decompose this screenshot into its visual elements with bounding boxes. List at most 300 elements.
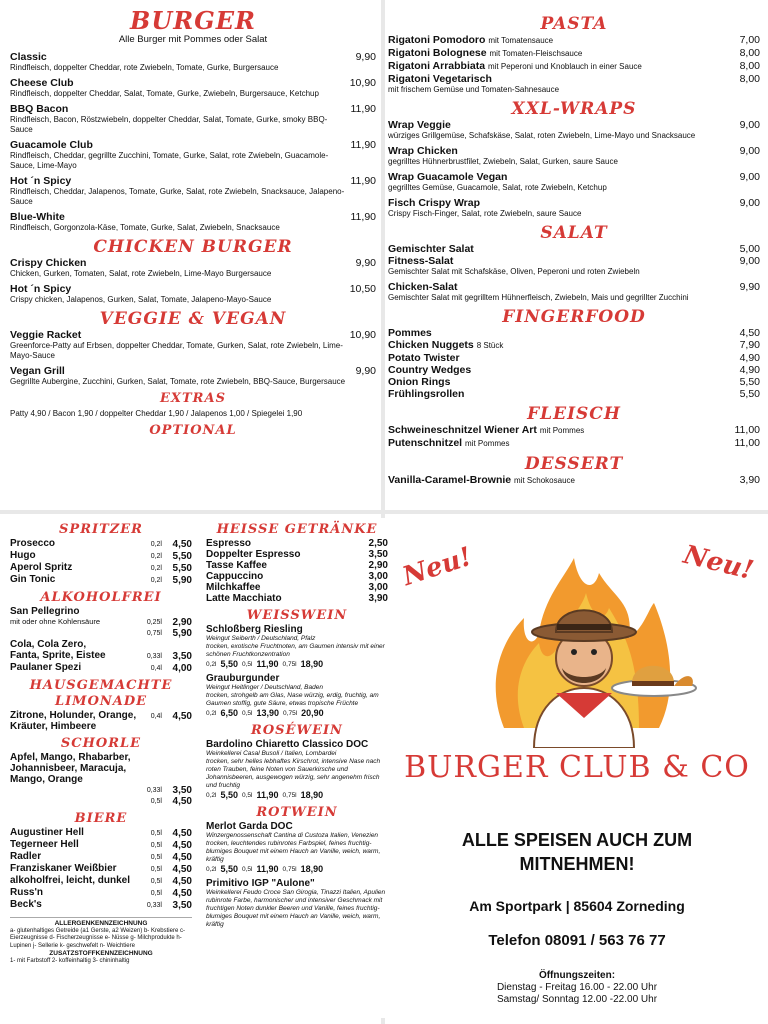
rotwein-heading: ROTWEIN	[256, 805, 338, 820]
item-detail: 8 Stück	[476, 341, 504, 350]
wine-description: trocken, leuchtendes rubinrotes Farbspiel, feines fruchtig-blumiges Bouquet mit einem Hauch an Vanille, weich, warm, kräftig	[206, 840, 381, 863]
item-price: 10,90	[349, 329, 376, 341]
item-description: Rindfleisch, Bacon, Röstzwiebeln, doppelter Cheddar, Salat, Tomate, Gurke, smoky BBQ-Sauce	[10, 115, 328, 134]
menu-item	[10, 211, 376, 223]
item-name-text: Chicken Nuggets	[388, 339, 474, 351]
drinks-menu	[10, 518, 388, 1018]
item-name	[388, 388, 464, 400]
wine-price: 18,90	[300, 864, 324, 874]
item-description: Rindfleisch, doppelter Cheddar, rote Zwiebeln, Tomate, Gurke, Burgersauce	[10, 63, 279, 72]
menu-item	[388, 474, 760, 487]
wine-size: 0,75l	[283, 710, 298, 717]
drink-size: 0,5l	[150, 890, 162, 897]
food-menu-right	[388, 8, 760, 506]
drink-name: Doppelter Espresso	[206, 549, 301, 560]
drink-price-group	[151, 840, 192, 851]
drink-price-group	[362, 538, 388, 549]
item-description: Gegrillte Aubergine, Zucchini, Gurken, Salat, Tomate, rote Zwiebeln, BBQ-Sauce, Burgersauce	[10, 377, 346, 386]
wine-price: 5,50	[220, 864, 239, 874]
item-price: 5,50	[739, 388, 760, 400]
salat-list	[388, 243, 760, 303]
drink-price: 4,50	[172, 864, 192, 875]
drink-size: 0,5l	[150, 830, 162, 837]
item-name-text: Potato Twister	[388, 352, 460, 364]
item-name-text: Cheese Club	[10, 77, 74, 89]
additives-title: ZUSATZSTOFFKENNZEICHNUNG	[49, 950, 153, 957]
wine-origin: Weingut Heitlinger / Deutschland, Baden	[206, 684, 323, 691]
item-name-text: Frühlingsrollen	[388, 388, 465, 400]
menu-item	[388, 145, 760, 157]
drink-size: 0,2l	[150, 577, 162, 584]
item-price: 10,50	[349, 283, 376, 295]
allergen-title: ALLERGENKENNZEICHNUNG	[54, 920, 148, 927]
drink-price-group	[151, 563, 192, 574]
schorle-name: Apfel, Mango, Rhabarber, Johannisbeer, Maracuja, Mango, Orange	[10, 752, 131, 785]
item-price: 9,00	[739, 197, 760, 209]
extras-text: Patty 4,90 / Bacon 1,90 / doppelter Cheddar 1,90 / Jalapenos 1,00 / Spiegelei 1,90	[10, 409, 303, 418]
pellegrino-price-2: 5,90	[172, 628, 192, 639]
menu-item	[10, 329, 376, 341]
drink-price: 3,90	[368, 593, 388, 604]
item-name-text: Wrap Veggie	[388, 119, 451, 131]
wine-name: Primitivo IGP "Aulone"	[206, 878, 315, 889]
item-name-text: Schweineschnitzel Wiener Art	[388, 424, 537, 436]
menu-item	[10, 103, 376, 115]
wine-size: 0,2l	[206, 661, 217, 668]
item-price: 10,90	[349, 77, 376, 89]
item-name	[388, 60, 642, 73]
menu-item	[388, 255, 760, 267]
menu-item	[10, 257, 376, 269]
takeaway-line-1: ALLE SPEISEN AUCH ZUM	[461, 830, 693, 850]
pellegrino-note: mit oder ohne Kohlensäure	[10, 617, 101, 626]
biere-list	[10, 827, 192, 911]
item-description: Rindfleisch, Cheddar, Jalapenos, Tomate, Gurke, Salat, rote Zwiebeln, Snacksauce, Jalapeno-Sauce	[10, 187, 345, 206]
drink-price: 4,50	[172, 876, 192, 887]
item-name	[10, 77, 74, 89]
item-name-text: Chicken-Salat	[388, 281, 458, 293]
menu-item	[10, 139, 376, 151]
menu-item	[388, 73, 760, 85]
menu-item	[388, 171, 760, 183]
wine-size: 0,5l	[242, 866, 253, 873]
takeaway-notice	[394, 828, 760, 876]
item-name	[388, 352, 460, 364]
allergen-box	[10, 917, 192, 965]
drink-row	[10, 827, 192, 839]
drink-price-group	[147, 651, 192, 662]
item-name-text: Rigatoni Pomodoro	[388, 34, 486, 46]
drink-name: Franziskaner Weißbier	[10, 863, 117, 874]
menu-item	[10, 77, 376, 89]
item-name-text: Pommes	[388, 327, 432, 339]
wine-price: 6,50	[220, 708, 239, 718]
weisswein-list	[206, 624, 388, 719]
hot-drinks-list	[206, 538, 388, 604]
drink-row	[206, 560, 388, 571]
drink-size: 0,5l	[150, 878, 162, 885]
item-price: 11,90	[350, 175, 376, 187]
item-name	[388, 73, 492, 85]
food-menu-left	[10, 8, 376, 506]
item-price: 3,90	[739, 474, 760, 486]
item-detail: mit Pommes	[465, 439, 510, 448]
drink-price: 4,00	[172, 663, 192, 674]
spritzer-list	[10, 538, 192, 586]
pellegrino-size-1: 0,25l	[146, 619, 162, 626]
wine-origin: Weinkellerei Feudo Croce San Girogia, Tinazzi Italien, Apulien	[206, 889, 386, 896]
item-name	[388, 255, 453, 267]
pasta-heading: PASTA	[540, 14, 608, 34]
wine-size: 0,5l	[242, 792, 253, 799]
softdrink-list	[10, 639, 192, 674]
item-description: würziges Grillgemüse, Schafskäse, Salat, roten Zwiebeln, Lime-Mayo und Snacksauce	[388, 131, 696, 140]
drink-size: 0,2l	[150, 541, 162, 548]
item-name	[10, 103, 68, 115]
item-name	[388, 376, 450, 388]
item-name	[388, 243, 474, 255]
wine-prices	[206, 790, 388, 801]
item-name	[388, 197, 480, 209]
item-name-text: Gemischter Salat	[388, 243, 474, 255]
drink-row	[10, 851, 192, 863]
drinks-column-right	[206, 518, 388, 965]
drink-name: Fanta, Sprite, Eistee	[10, 650, 106, 661]
pasta-list	[388, 34, 760, 85]
pellegrino-name: San Pellegrino	[10, 606, 80, 617]
drink-price: 3,50	[172, 900, 192, 911]
drink-name: Tegerneer Hell	[10, 839, 79, 850]
drink-row	[10, 863, 192, 875]
schorle-heading: SCHORLE	[60, 736, 142, 751]
fleisch-heading: FLEISCH	[527, 404, 621, 424]
wine-origin: Weingut Seiberth / Deutschland, Pfalz	[206, 635, 316, 642]
item-detail: mit Tomatensauce	[488, 36, 554, 45]
spritzer-heading: SPRITZER	[59, 522, 143, 537]
schorle-price-1: 3,50	[172, 785, 192, 796]
item-name	[388, 34, 553, 47]
pellegrino-price-1: 2,90	[172, 617, 192, 628]
wine-price: 11,90	[256, 864, 279, 874]
cowboy-chef-mascot-icon	[464, 548, 704, 748]
item-price: 11,00	[734, 424, 760, 436]
drink-name: Prosecco	[10, 538, 56, 549]
drink-price: 2,90	[368, 560, 388, 571]
wine-origin: Winzergenossenschaft Cantina di Custoza Italien, Venezien	[206, 832, 379, 839]
drink-name: alkoholfrei, leicht, dunkel	[10, 875, 131, 886]
opening-hours	[394, 970, 760, 1006]
menu-item	[388, 437, 760, 450]
drink-price-group	[362, 571, 388, 582]
drink-name: Espresso	[206, 538, 252, 549]
item-name	[388, 171, 507, 183]
drink-price-group	[151, 575, 192, 586]
drink-row	[10, 662, 192, 674]
wine-price: 18,90	[300, 659, 324, 669]
item-detail: mit Peperoni und Knoblauch in einer Sauce	[487, 62, 642, 71]
wine-price: 18,90	[300, 790, 324, 800]
drink-name: Aperol Spritz	[10, 562, 73, 573]
schorle-price-2: 4,50	[172, 796, 192, 807]
drink-price-group	[151, 828, 192, 839]
menu-item	[388, 281, 760, 293]
item-price: 8,00	[739, 73, 760, 85]
dessert-list	[388, 474, 760, 487]
neu-badge-right: Neu!	[680, 539, 757, 587]
menu-item	[388, 47, 760, 60]
limonade-price: 4,50	[172, 711, 192, 722]
item-description: Rindfleisch, Gorgonzola-Käse, Tomate, Gurke, Salat, Zwiebeln, Snacksauce	[10, 223, 280, 232]
item-detail: mit Tomaten-Fleischsauce	[489, 49, 583, 58]
schorle-size-1: 0,33l	[146, 787, 162, 794]
drink-price: 5,90	[172, 575, 192, 586]
wraps-list	[388, 119, 760, 219]
wine-price: 20,90	[301, 708, 324, 718]
limonade-name: Zitrone, Holunder, Orange, Kräuter, Himbeere	[10, 710, 137, 732]
drink-name: Beck's	[10, 899, 42, 910]
wine-prices	[206, 864, 388, 875]
drink-row	[10, 639, 192, 650]
item-description: Crispy chicken, Jalapenos, Gurken, Salat, Tomate, Jalapeno-Mayo-Sauce	[10, 295, 272, 304]
burger-list	[10, 51, 376, 233]
menu-item	[388, 197, 760, 209]
wine-size: 0,5l	[242, 710, 253, 717]
item-price: 9,90	[739, 281, 760, 293]
weisswein-heading: WEISSWEIN	[246, 608, 348, 623]
item-price: 9,00	[739, 255, 760, 267]
drink-name: Cappuccino	[206, 571, 264, 582]
item-price: 8,00	[739, 47, 760, 59]
wine-name: Bardolino Chiaretto Classico DOC	[206, 739, 369, 750]
drink-price: 2,50	[368, 538, 388, 549]
drink-size: 0,5l	[150, 842, 162, 849]
wine-size: 0,2l	[206, 792, 217, 799]
drink-row	[206, 549, 388, 560]
address: Am Sportpark | 85604 Zorneding	[469, 898, 685, 914]
wine-size: 0,2l	[206, 710, 217, 717]
burger-heading: BURGER	[130, 8, 256, 35]
drink-size: 0,33l	[146, 653, 162, 660]
limonade-heading: HAUSGEMACHTE LIMONADE	[29, 678, 173, 709]
wine-size: 0,2l	[206, 866, 217, 873]
item-price: 7,00	[739, 34, 760, 46]
hours-weekdays: Dienstag - Freitag 16.00 - 22.00 Uhr	[496, 982, 658, 993]
drink-size: 0,2l	[150, 553, 162, 560]
item-name	[10, 175, 71, 187]
drink-size: 0,4l	[150, 665, 162, 672]
item-name-text: Vegan Grill	[10, 365, 65, 377]
menu-item	[10, 283, 376, 295]
drink-name: Tasse Kaffee	[206, 560, 267, 571]
item-description: Gemischter Salat mit Schafskäse, Oliven, Peperoni und roten Zwiebeln	[388, 267, 640, 276]
wine-price: 11,90	[256, 659, 279, 669]
heisse-heading: HEISSE GETRÄNKE	[216, 522, 378, 537]
salat-heading: SALAT	[540, 223, 608, 243]
item-price: 9,00	[739, 145, 760, 157]
drink-price: 3,00	[368, 571, 388, 582]
item-name-text: Veggie Racket	[10, 329, 82, 341]
wine-description: rubinrote Farbe, harmonischer und intensiver Geschmack mit fruchtigen Noten dunkler Beeren und Vanille, feines fruchtig-blumiges Bouquet mit einem Hauch an Vanille, weich, warm, kräftig	[206, 897, 383, 928]
item-description: Rindfleisch, Cheddar, gegrillte Zucchini, Tomate, Gurke, Salat, rote Zwiebeln, Guacamole-Sauce, Lime-Mayo	[10, 151, 329, 170]
item-name-text: Fisch Crispy Wrap	[388, 197, 480, 209]
menu-item	[388, 243, 760, 255]
drink-price-group	[147, 900, 192, 911]
wine-price: 5,50	[220, 790, 239, 800]
additives-text: 1- mit Farbstoff 2- koffeinhaltig 3- chininhaltig	[10, 957, 130, 964]
item-name-text: Wrap Guacamole Vegan	[388, 171, 508, 183]
item-price: 11,90	[350, 211, 376, 223]
item-name	[388, 339, 503, 352]
drink-price-group	[362, 560, 388, 571]
drink-row	[10, 899, 192, 911]
item-name	[10, 257, 86, 269]
item-name-text: Wrap Chicken	[388, 145, 458, 157]
item-name	[388, 145, 458, 157]
item-name-text: Fitness-Salat	[388, 255, 454, 267]
menu-item	[388, 352, 760, 364]
item-name	[10, 139, 93, 151]
item-name-text: Crispy Chicken	[10, 257, 87, 269]
schorle-size-2: 0,5l	[150, 798, 162, 805]
drink-row	[10, 887, 192, 899]
drink-row	[10, 839, 192, 851]
drink-price-group	[151, 888, 192, 899]
wine-price: 11,90	[256, 790, 279, 800]
wraps-heading: XXL-WRAPS	[511, 99, 637, 119]
pellegrino-size-2: 0,75l	[146, 630, 162, 637]
item-name	[388, 47, 582, 60]
wine-description: trocken, strohgelb am Glas, Nase würzig, erdig, fruchtig, am Gaumen stoffig, gute Säure, etwas tropische Früchte	[206, 692, 379, 707]
alkoholfrei-heading: ALKOHOLFREI	[40, 590, 162, 605]
item-price: 11,00	[734, 437, 760, 449]
wine-price: 5,50	[220, 659, 239, 669]
dessert-heading: DESSERT	[524, 454, 624, 474]
hours-title: Öffnungszeiten:	[538, 970, 616, 981]
wine-name: Merlot Garda DOC	[206, 821, 293, 832]
drink-price: 4,50	[172, 840, 192, 851]
item-description: Crispy Fisch-Finger, Salat, rote Zwiebeln, saure Sauce	[388, 209, 582, 218]
item-name-text: Onion Rings	[388, 376, 451, 388]
drink-price-group	[362, 593, 388, 604]
drink-price: 3,50	[368, 549, 388, 560]
menu-item	[388, 119, 760, 131]
menu-item	[10, 51, 376, 63]
optional-heading: OPTIONAL	[149, 423, 237, 438]
wine-size: 0,5l	[242, 661, 253, 668]
phone-number: Telefon 08091 / 563 76 77	[488, 932, 666, 949]
item-name	[388, 474, 575, 487]
pasta-veg-desc: mit frischem Gemüse und Tomaten-Sahnesauce	[388, 85, 560, 94]
item-description: Gemischter Salat mit gegrilltem Hühnerfleisch, Zwiebeln, Mais und gegrillter Zucchini	[388, 293, 689, 302]
drink-row	[10, 562, 192, 574]
drink-name: Cola, Cola Zero,	[10, 639, 87, 650]
menu-item	[388, 376, 760, 388]
item-name-text: Rigatoni Bolognese	[388, 47, 487, 59]
item-price: 9,90	[355, 51, 376, 63]
veggie-heading: VEGGIE & VEGAN	[99, 309, 287, 329]
drink-price-group	[151, 551, 192, 562]
menu-item	[388, 327, 760, 339]
drink-price: 4,50	[172, 888, 192, 899]
drink-name: Radler	[10, 851, 42, 862]
drink-name: Milchkaffee	[206, 582, 261, 593]
drink-row	[10, 574, 192, 586]
fold-line-horizontal	[0, 510, 768, 514]
promo-panel	[394, 518, 760, 1018]
neu-badge-left: Neu!	[399, 541, 476, 593]
item-name-text: BBQ Bacon	[10, 103, 69, 115]
item-name-text: Rigatoni Vegetarisch	[388, 73, 492, 85]
drink-price: 5,50	[172, 551, 192, 562]
item-name-text: Putenschnitzel	[388, 437, 463, 449]
drink-row	[10, 550, 192, 562]
item-price: 5,00	[739, 243, 760, 255]
item-description: gegrilltes Gemüse, Guacamole, Salat, rote Zwiebeln, Ketchup	[388, 183, 607, 192]
fleisch-list	[388, 424, 760, 450]
item-name	[388, 119, 451, 131]
chicken-list	[10, 257, 376, 305]
item-price: 11,90	[350, 103, 376, 115]
chicken-heading: CHICKEN BURGER	[93, 237, 293, 257]
menu-item	[388, 34, 760, 47]
drink-price-group	[151, 876, 192, 887]
drink-name: Augustiner Hell	[10, 827, 84, 838]
drink-price-group	[151, 864, 192, 875]
wine-name: Schloßberg Riesling	[206, 624, 303, 635]
drink-size: 0,33l	[146, 902, 162, 909]
wine-origin: Weinkellerei Casal Busoli / Italien, Lombardei	[206, 750, 337, 757]
item-name-text: Classic	[10, 51, 47, 63]
item-description: Rindfleisch, doppelter Cheddar, Salat, Tomate, Gurke, Zwiebeln, Burgersauce, Ketchup	[10, 89, 319, 98]
veggie-list	[10, 329, 376, 387]
wine-description: trocken, sehr helles lebhaftes Kirschrot, intensive Nase nach roten Trauben, feine Noten von Sauerkirsche und Johannisbeeren, ausgewogen würzig, sehr angenehm frisch und fruchtig	[206, 758, 381, 789]
wine-prices	[206, 708, 388, 719]
fingerfood-heading: FINGERFOOD	[502, 307, 646, 327]
item-name-text: Blue-White	[10, 211, 65, 223]
drink-size: 0,2l	[150, 565, 162, 572]
item-price: 4,90	[739, 352, 760, 364]
item-name-text: Hot ´n Spicy	[10, 283, 72, 295]
item-price: 4,50	[739, 327, 760, 339]
drink-name: Russ'n	[10, 887, 43, 898]
item-name	[10, 365, 65, 377]
drink-name: Gin Tonic	[10, 574, 56, 585]
menu-item	[10, 175, 376, 187]
item-name	[388, 364, 471, 376]
item-name-text: Rigatoni Arrabbiata	[388, 60, 486, 72]
wine-size: 0,75l	[282, 661, 297, 668]
drink-price-group	[151, 663, 192, 674]
menu-item	[388, 364, 760, 376]
brand-logo-text: BURGER CLUB & CO	[404, 750, 750, 785]
item-name-text: Guacamole Club	[10, 139, 93, 151]
wine-description: trocken, exotische Fruchtnoten, am Gaumen intensiv mit einer schönen Fruchtkonzentration	[206, 643, 385, 658]
drink-name: Hugo	[10, 550, 36, 561]
drink-price: 3,50	[172, 651, 192, 662]
item-price: 7,90	[739, 339, 760, 351]
wine-name: Grauburgunder	[206, 673, 280, 684]
hours-weekend: Samstag/ Sonntag 12.00 -22.00 Uhr	[496, 994, 658, 1005]
drink-price-group	[362, 549, 388, 560]
item-name	[10, 211, 65, 223]
menu-item	[388, 60, 760, 73]
wine-prices	[206, 659, 388, 670]
rosewein-heading: ROSÉWEIN	[251, 723, 343, 738]
drink-size: 0,5l	[150, 866, 162, 873]
limonade-size: 0,4l	[150, 713, 162, 720]
item-price: 9,00	[739, 119, 760, 131]
wine-price: 13,90	[256, 708, 280, 718]
